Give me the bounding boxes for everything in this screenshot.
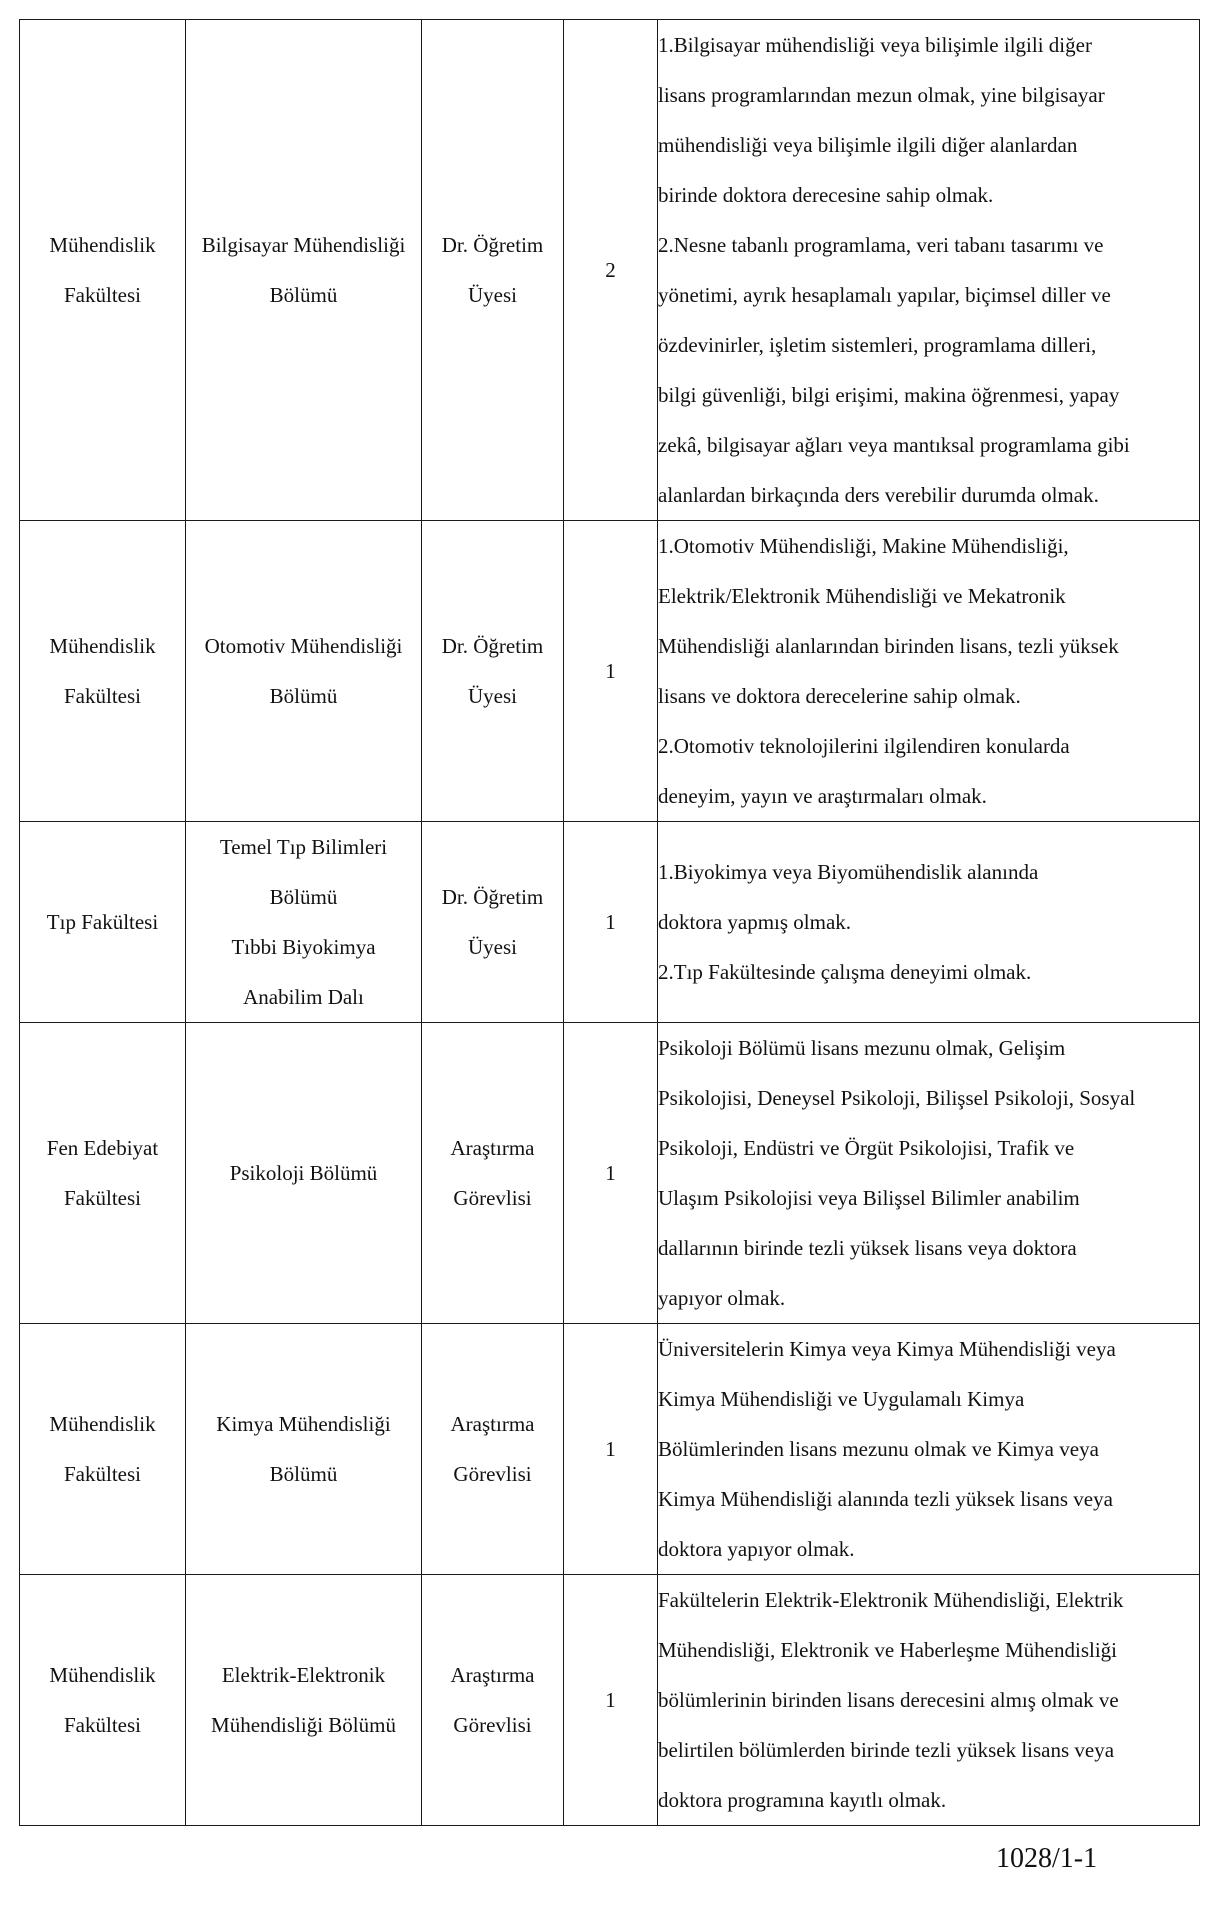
title-line: Görevlisi [453,1462,532,1486]
requirements-line: bilgi güvenliği, bilgi erişimi, makina öğrenmesi, yapay [658,383,1120,407]
title-line: Üyesi [468,684,517,708]
table-row [20,822,1200,1023]
requirements-cell [658,521,1200,822]
faculty-line: Tıp Fakültesi [46,910,159,934]
faculty-cell [20,822,186,1023]
title-cell [422,20,564,521]
department-line: Bölümü [269,885,338,909]
title-line: Araştırma [450,1136,535,1160]
title-line: Görevlisi [453,1186,532,1210]
requirements-line: doktora yapıyor olmak. [658,1537,855,1561]
department-cell [186,1324,422,1575]
count-cell [564,1575,658,1826]
title-line: Araştırma [450,1412,535,1436]
requirements-line: Üniversitelerin Kimya veya Kimya Mühendisliği veya [658,1337,1116,1361]
requirements-line: deneyim, yayın ve araştırmaları olmak. [658,784,987,808]
count-cell [564,521,658,822]
requirements-line: Psikolojisi, Deneysel Psikoloji, Bilişsel Psikoloji, Sosyal [658,1086,1136,1110]
count-cell [564,20,658,521]
faculty-line: Fakültesi [64,684,141,708]
positions-table-body [20,20,1200,1826]
faculty-line: Mühendislik [49,634,156,658]
title-cell [422,1324,564,1575]
requirements-line: Elektrik/Elektronik Mühendisliği ve Mekatronik [658,584,1066,608]
faculty-line: Mühendislik [49,1412,156,1436]
table-row [20,1324,1200,1575]
count-value: 1 [605,659,616,683]
faculty-line: Fakültesi [64,283,141,307]
requirements-line: bölümlerinin birinden lisans derecesini almış olmak ve [658,1688,1119,1712]
requirements-line: birinde doktora derecesine sahip olmak. [658,183,994,207]
requirements-line: Psikoloji, Endüstri ve Örgüt Psikolojisi, Trafik ve [658,1136,1075,1160]
title-line: Üyesi [468,283,517,307]
department-line: Mühendisliği Bölümü [211,1713,396,1737]
count-value: 1 [605,910,616,934]
requirements-line: Kimya Mühendisliği ve Uygulamalı Kimya [658,1387,1025,1411]
requirements-line: Ulaşım Psikolojisi veya Bilişsel Bilimler anabilim [658,1186,1080,1210]
count-cell [564,822,658,1023]
department-line: Bölümü [269,684,338,708]
faculty-cell [20,20,186,521]
department-cell [186,822,422,1023]
faculty-cell [20,1023,186,1324]
requirements-line: mühendisliği veya bilişimle ilgili diğer alanlardan [658,133,1078,157]
department-cell [186,1575,422,1826]
title-cell [422,1575,564,1826]
requirements-line: Psikoloji Bölümü lisans mezunu olmak, Gelişim [658,1036,1066,1060]
count-value: 2 [605,258,616,282]
department-cell [186,1023,422,1324]
requirements-line: 2.Tıp Fakültesinde çalışma deneyimi olmak. [658,960,1032,984]
table-row [20,521,1200,822]
count-value: 1 [605,1688,616,1712]
requirements-cell [658,1324,1200,1575]
requirements-cell [658,1575,1200,1826]
requirements-line: 1.Biyokimya veya Biyomühendislik alanında [658,860,1039,884]
requirements-line: yönetimi, ayrık hesaplamalı yapılar, biçimsel diller ve [658,283,1111,307]
department-line: Tıbbi Biyokimya [231,935,376,959]
faculty-line: Mühendislik [49,1663,156,1687]
requirements-line: 2.Nesne tabanlı programlama, veri tabanı tasarımı ve [658,233,1104,257]
faculty-line: Fakültesi [64,1186,141,1210]
table-row [20,1023,1200,1324]
requirements-line: yapıyor olmak. [658,1286,786,1310]
department-line: Temel Tıp Bilimleri [219,835,388,859]
title-line: Görevlisi [453,1713,532,1737]
requirements-line: lisans ve doktora derecelerine sahip olmak. [658,684,1021,708]
table-row [20,20,1200,521]
requirements-cell [658,20,1200,521]
faculty-line: Fakültesi [64,1462,141,1486]
requirements-line: Bölümlerinden lisans mezunu olmak ve Kimya veya [658,1437,1099,1461]
department-cell [186,521,422,822]
requirements-line: lisans programlarından mezun olmak, yine bilgisayar [658,83,1105,107]
count-value: 1 [605,1161,616,1185]
requirements-line: 1.Otomotiv Mühendisliği, Makine Mühendisliği, [658,534,1069,558]
department-line: Kimya Mühendisliği [216,1412,391,1436]
department-line: Otomotiv Mühendisliği [204,634,403,658]
title-cell [422,822,564,1023]
faculty-cell [20,1575,186,1826]
requirements-line: doktora programına kayıtlı olmak. [658,1788,947,1812]
requirements-line: alanlardan birkaçında ders verebilir durumda olmak. [658,483,1099,507]
page-number: 1028/1-1 [996,1843,1098,1874]
requirements-line: dallarının birinde tezli yüksek lisans veya doktora [658,1236,1077,1260]
requirements-line: belirtilen bölümlerden birinde tezli yüksek lisans veya [658,1738,1115,1762]
title-line: Araştırma [450,1663,535,1687]
title-cell [422,521,564,822]
count-cell [564,1023,658,1324]
title-line: Dr. Öğretim [441,634,544,658]
requirements-cell [658,822,1200,1023]
requirements-line: Kimya Mühendisliği alanında tezli yüksek lisans veya [658,1487,1113,1511]
requirements-line: Mühendisliği, Elektronik ve Haberleşme Mühendisliği [658,1638,1118,1662]
title-line: Dr. Öğretim [441,233,544,257]
faculty-cell [20,521,186,822]
faculty-cell [20,1324,186,1575]
title-line: Üyesi [468,935,517,959]
requirements-cell [658,1023,1200,1324]
requirements-line: özdevinirler, işletim sistemleri, programlama dilleri, [658,333,1097,357]
requirements-line: Mühendisliği alanlarından birinden lisans, tezli yüksek [658,634,1119,658]
faculty-line: Mühendislik [49,233,156,257]
requirements-line: Fakültelerin Elektrik-Elektronik Mühendisliği, Elektrik [658,1588,1124,1612]
requirements-line: 1.Bilgisayar mühendisliği veya bilişimle ilgili diğer [658,33,1092,57]
count-cell [564,1324,658,1575]
requirements-line: zekâ, bilgisayar ağları veya mantıksal programlama gibi [658,433,1130,457]
faculty-line: Fen Edebiyat [46,1136,159,1160]
department-line: Psikoloji Bölümü [229,1161,378,1185]
department-line: Elektrik-Elektronik [221,1663,386,1687]
department-line: Bölümü [269,283,338,307]
department-line: Bilgisayar Mühendisliği [201,233,406,257]
positions-table [19,19,1200,1826]
table-row [20,1575,1200,1826]
faculty-line: Fakültesi [64,1713,141,1737]
requirements-line: 2.Otomotiv teknolojilerini ilgilendiren konularda [658,734,1070,758]
title-cell [422,1023,564,1324]
requirements-line: doktora yapmış olmak. [658,910,852,934]
department-line: Anabilim Dalı [243,985,364,1009]
count-value: 1 [605,1437,616,1461]
department-cell [186,20,422,521]
department-line: Bölümü [269,1462,338,1486]
title-line: Dr. Öğretim [441,885,544,909]
